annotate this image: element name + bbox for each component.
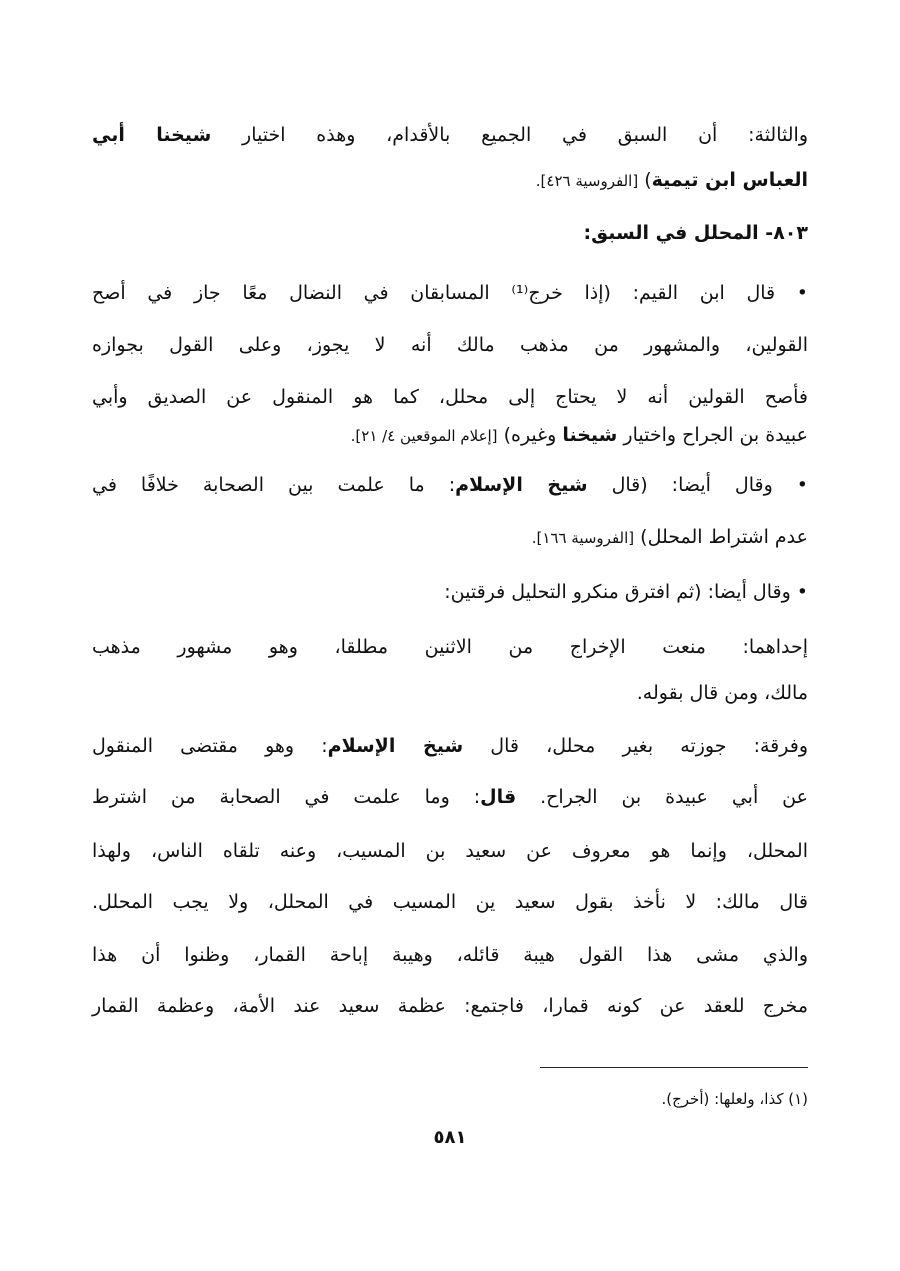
text-line [92, 731, 808, 761]
text: • وقال أيضا: (قال [587, 474, 808, 496]
citation: [الفروسية ١٦٦]. [531, 529, 635, 547]
footnote-divider [540, 1067, 808, 1068]
text: القولين، والمشهور من مذهب مالك أنه لا يجوز، وعلى القول بجوازه [92, 334, 808, 356]
text: والثالثة: أن السبق في الجميع بالأقدام، وهذه اختيار [211, 124, 808, 146]
text: قال مالك: لا نأخذ بقول سعيد ين المسيب في المحلل، ولا يجب المحلل. [92, 891, 808, 913]
text: والذي مشى هذا القول هيبة قائله، وهيبة إباحة القمار، وظنوا أن هذا [92, 944, 808, 966]
text: إحداهما: منعت الإخراج من الاثنين مطلقا، وهو مشهور مذهب [92, 636, 808, 658]
text-line [92, 278, 808, 308]
text: وفرقة: جوزته بغير محلل، قال [463, 735, 809, 757]
text: : وما علمت في الصحابة من اشترط [92, 786, 481, 808]
text-line [92, 887, 808, 917]
footnote: (١) كذا، ولعلها: (أخرج). [661, 1090, 808, 1108]
text: : وهو مقتضى المنقول [92, 735, 328, 757]
text: : ما علمت بين الصحابة خلافًا في [92, 474, 456, 496]
text-line [92, 382, 808, 412]
text-line [92, 330, 808, 360]
text: عبيدة بن الجراح واختيار [617, 424, 808, 446]
text: مخرج للعقد عن كونه قمارا، فاجتمع: عظمة سعيد عند الأمة، وعظمة القمار [92, 995, 808, 1017]
bold-text: شيخ الإسلام [455, 474, 588, 496]
text: عن أبي عبيدة بن الجراح. [516, 786, 808, 808]
text-line [92, 678, 808, 708]
text: • وقال أيضا: (ثم افترق منكرو التحليل فرقتين: [444, 581, 808, 603]
text-line [92, 940, 808, 970]
text-line [92, 577, 808, 607]
bold-text: العباس ابن تيمية [651, 169, 808, 191]
citation: [الفروسية ٤٢٦]. [535, 172, 639, 190]
text: وغيره) [497, 424, 563, 446]
text-line [92, 165, 808, 196]
text: • قال ابن القيم: (إذا خرج⁽¹⁾ المسابقان في النضال معًا جاز في أصح [92, 282, 808, 304]
text-line [92, 470, 808, 500]
citation: [إعلام الموقعين ٤/ ٢١]. [350, 427, 498, 445]
text: المحلل، وإنما هو معروف عن سعيد بن المسيب، وعنه تلقاه الناس، ولهذا [92, 840, 808, 862]
text-line [92, 120, 808, 150]
text-line [92, 836, 808, 866]
bold-text: شيخنا [562, 424, 618, 446]
bold-text: شيخ الإسلام [327, 735, 464, 757]
bold-text: قال [480, 786, 517, 808]
text: فأصح القولين أنه لا يحتاج إلى محلل، كما هو المنقول عن الصديق وأبي [92, 386, 808, 408]
text: عدم اشتراط المحلل) [634, 526, 808, 548]
text-line [92, 218, 808, 248]
text: مالك، ومن قال بقوله. [636, 682, 808, 704]
bold-text: ٨٠٣- المحلل في السبق: [583, 222, 808, 244]
page-number: ٥٨١ [433, 1127, 467, 1148]
text-line [92, 782, 808, 812]
text-line [92, 632, 808, 662]
text-line [92, 991, 808, 1021]
text-line [92, 522, 808, 553]
text-line [92, 420, 808, 451]
text: ) [638, 169, 652, 191]
bold-text: شيخنا أبي [92, 124, 212, 146]
